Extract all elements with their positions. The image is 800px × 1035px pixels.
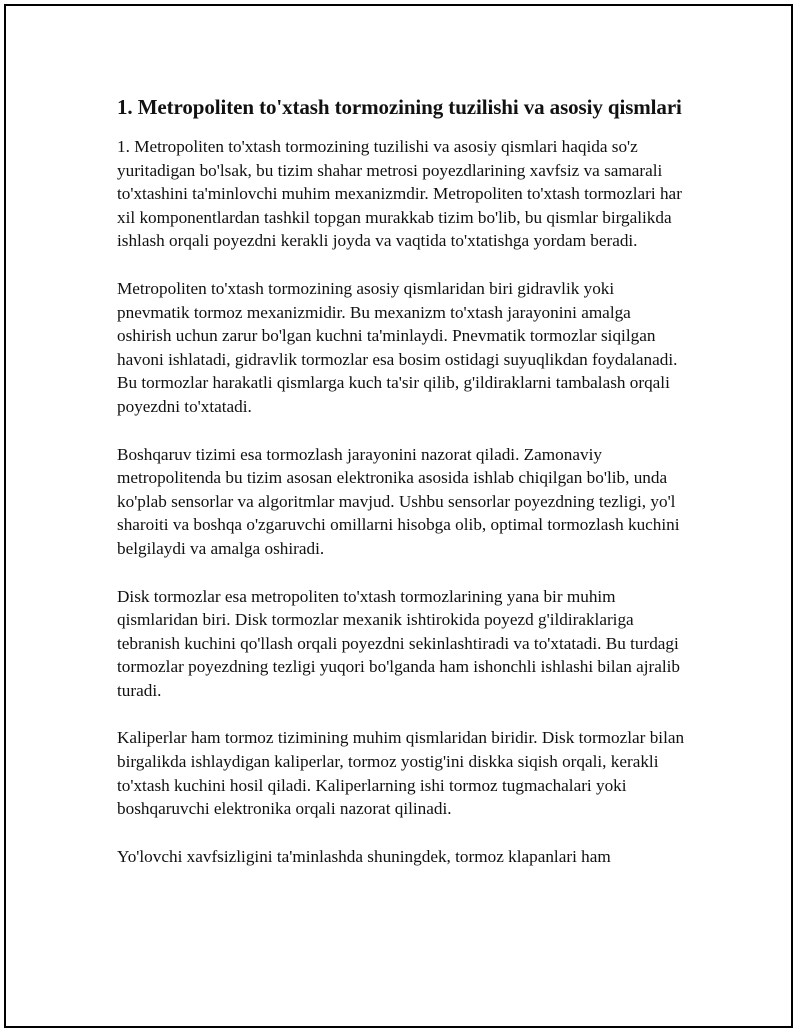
paragraph: Kaliperlar ham tormoz tizimining muhim qismlaridan biridir. Disk tormozlar bilan birgalikda ishlaydigan kaliperlar, tormoz yostig'ini diskka siqish orqali, kerakli to'xtash kuchini hosil qiladi. Kaliperlarning ishi tormoz tugmachalari yoki boshqaruvchi elektronika orqali nazorat qilinadi. (117, 728, 685, 819)
page-title: 1. Metropoliten to'xtash tormozining tuzilishi va asosiy qismlari (117, 95, 682, 119)
paragraph: Disk tormozlar esa metropoliten to'xtash tormozlarining yana bir muhim qismlaridan biri. Disk tormozlar mexanik ishtirokida poyezd g'ildiraklariga tebranish kuchini qo'llash orqali poyezdni sekinlashtiradi va to'xtatadi. Bu turdagi tormozlar poyezdning tezligi yuqori bo'lganda ham ishonchli ishlashi bilan ajralib turadi. (117, 586, 680, 700)
paragraph: Boshqaruv tizimi esa tormozlash jarayonini nazorat qiladi. Zamonaviy metropolitenda bu tizim asosan elektronika asosida ishlab chiqilgan bo'lib, unda ko'plab sensorlar va algoritmlar mavjud. Ushbu sensorlar poyezdning tezligi, yo'l sharoiti va boshqa o'zgaruvchi omillarni hisobga olib, optimal tormozlash kuchini belgilaydi va amalga oshiradi. (117, 444, 680, 558)
paragraph: Yo'lovchi xavfsizligini ta'minlashda shuningdek, tormoz klapanlari ham (117, 846, 611, 866)
document-body (117, 93, 689, 892)
paragraph: Metropoliten to'xtash tormozining asosiy qismlaridan biri gidravlik yoki pnevmatik tormoz mexanizmidir. Bu mexanizm to'xtash jarayonini amalga oshirish uchun zarur bo'lgan kuchni ta'minlaydi. Pnevmatik tormozlar siqilgan havoni ishlatadi, gidravlik tormozlar esa bosim ostidagi suyuqlikdan foydalanadi. Bu tormozlar harakatli qismlarga kuch ta'sir qilib, g'ildiraklarni tambalash orqali poyezdni to'xtatadi. (117, 278, 678, 416)
paragraph: 1. Metropoliten to'xtash tormozining tuzilishi va asosiy qismlari haqida so'z yuritadigan bo'lsak, bu tizim shahar metrosi poyezdlarining xavfsiz va samarali to'xtashini ta'minlovchi muhim mexanizmdir. Metropoliten to'xtash tormozlari har xil komponentlardan tashkil topgan murakkab tizim bo'lib, bu qismlar birgalikda ishlash orqali poyezdni kerakli joyda va vaqtida to'xtatishga yordam beradi. (117, 137, 682, 251)
